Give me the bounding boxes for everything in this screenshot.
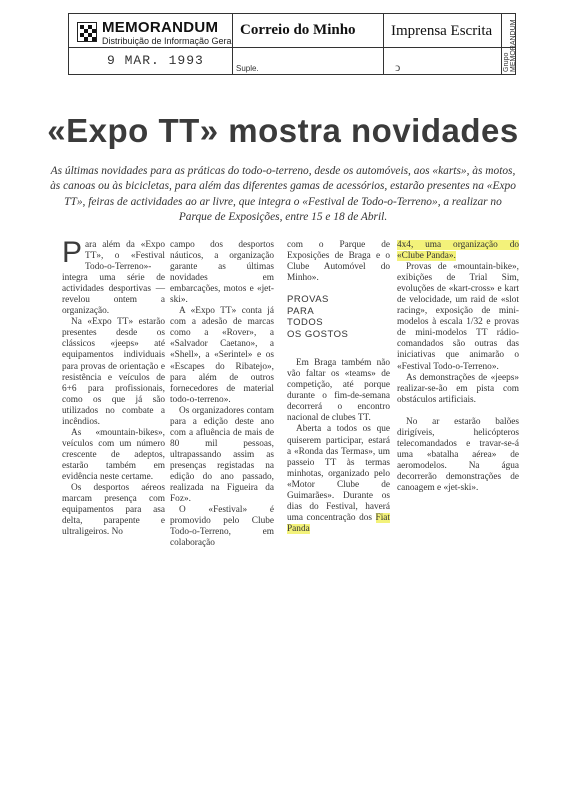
divider bbox=[69, 47, 515, 48]
article-column-1 bbox=[62, 236, 165, 538]
brand-subtitle: Distribuição de Informação Geral bbox=[102, 36, 234, 46]
side-label: Grupo MEMORANDUM bbox=[503, 19, 517, 72]
paragraph: A «Expo TT» conta já com a adesão de marcas como a «Rover», a «Salvador Caetano», a «Shell», a «Serintel» e os «Escapes do Ribatejo», para além de outros fornecedores de material todo-o-terreno». bbox=[170, 306, 274, 405]
subhead-line: OS GOSTOS bbox=[287, 328, 349, 340]
clipping-header bbox=[68, 13, 516, 75]
paragraph: com o Parque de Exposições de Braga e o Clube Automóvel do Minho». bbox=[287, 240, 390, 284]
dropcap: P bbox=[62, 236, 83, 269]
article-lead: As últimas novidades para as práticas do todo-o-terreno, desde os automóveis, aos «karts», às motos, às canoas ou às bicicletas, para além das diferentes gamas de acessórios, estarão presentes na «Expo TT», feiras de actividades ao ar livre, que integra o «Festival de Todo-o-Terreno», a realizar no Parque de Exposições, entre 15 e 18 de Abril. bbox=[50, 165, 516, 224]
article-column-2 bbox=[170, 240, 274, 549]
divider bbox=[232, 14, 233, 74]
clipping-date: 9 MAR. 1993 bbox=[107, 53, 204, 68]
paragraph: Os organizadores contam para a edição deste ano com a afluência de mais de 80 mil pessoas, ultrapassando assim as presenças registadas na edição do ano passado, realizada na Figueira da Foz». bbox=[170, 405, 274, 505]
article-column-3 bbox=[287, 240, 390, 535]
subhead-line: PROVAS bbox=[287, 294, 329, 306]
article-headline: «Expo TT» mostra novidades bbox=[47, 112, 519, 149]
paragraph: Aberta a todos os que quiserem participar, estará a «Ronda das Termas», um passeio TT às termas minhotas, organizado pelo «Motor Clube de Guimarães». Durante os dias do Festival, haverá uma concentração dos bbox=[287, 424, 390, 523]
paragraph: As «mountain-bikes», veículos com um número crescente de adeptos, estarão também em evidência neste certame. bbox=[62, 427, 165, 482]
highlighted-text: 4x4, uma organização do «Clube Panda». bbox=[397, 240, 519, 262]
paragraph: campo dos desportos náuticos, a organização garante as últimas novidades em embarcações, motos e «jet-ski». bbox=[170, 240, 274, 306]
divider bbox=[383, 14, 384, 74]
subhead-line: PARA bbox=[287, 305, 315, 317]
suple-label: Suple. bbox=[236, 64, 259, 73]
paragraph: Provas de «mountain-bike», exibições de Trial Sim, evoluções de «kart-cross» e kart de velocidade, um raid de «slot racing», exposição de mini-modelos à escala 1/32 e provas de mini-modelos TT rádio-comandados são outras das iniciativas que animarão o «Festival Todo-o-Terreno». bbox=[397, 262, 519, 372]
paragraph: O «Festival» é promovido pelo Clube Todo-o-Terreno, em colaboração bbox=[170, 505, 274, 549]
paragraph: Em Braga também não vão faltar os «teams» de competição, até porque durante o fim-de-semana decorrerá o encontro nacional de clubes TT. bbox=[287, 358, 390, 424]
section-name: Imprensa Escrita bbox=[391, 23, 493, 39]
highlighted-text: Fiat Panda bbox=[287, 512, 390, 534]
handwritten-mark-icon: ↄ bbox=[395, 60, 401, 74]
section-subhead bbox=[287, 294, 390, 340]
paragraph: Os desportos aéreos marcam presença com equipamentos para asa delta, parapente e ultraligeiros. No bbox=[62, 483, 165, 538]
paragraph: As demonstrações de «jeeps» realizar-se-ão em pista com obstáculos artificiais. bbox=[397, 372, 519, 405]
memorandum-logo-icon bbox=[77, 22, 97, 42]
subhead-line: TODOS bbox=[287, 317, 324, 329]
paragraph: ara além da «Expo TT», o «Festival Todo-o-Terreno»-integra uma série de actividades desportivas — revelou ontem a organização. bbox=[62, 240, 165, 317]
divider bbox=[501, 14, 502, 74]
article-column-4 bbox=[397, 240, 519, 494]
publication-name: Correio do Minho bbox=[240, 22, 356, 38]
paragraph: No ar estarão balões dirigíveis, helicópteros telecomandados e travar-se-á uma «batalha aérea» de aeromodelos. Na água decorrerão demonstrações de canoagem e «jet-ski». bbox=[397, 416, 519, 493]
paragraph: Na «Expo TT» estarão presentes desde os clássicos «jeeps» até equipamentos individuais para provas de orientação e resistência e veículos de 6+6 para profissionais, como os que já são utilizados no combate a incêndios. bbox=[62, 317, 165, 427]
brand-name: MEMORANDUM bbox=[102, 19, 219, 36]
